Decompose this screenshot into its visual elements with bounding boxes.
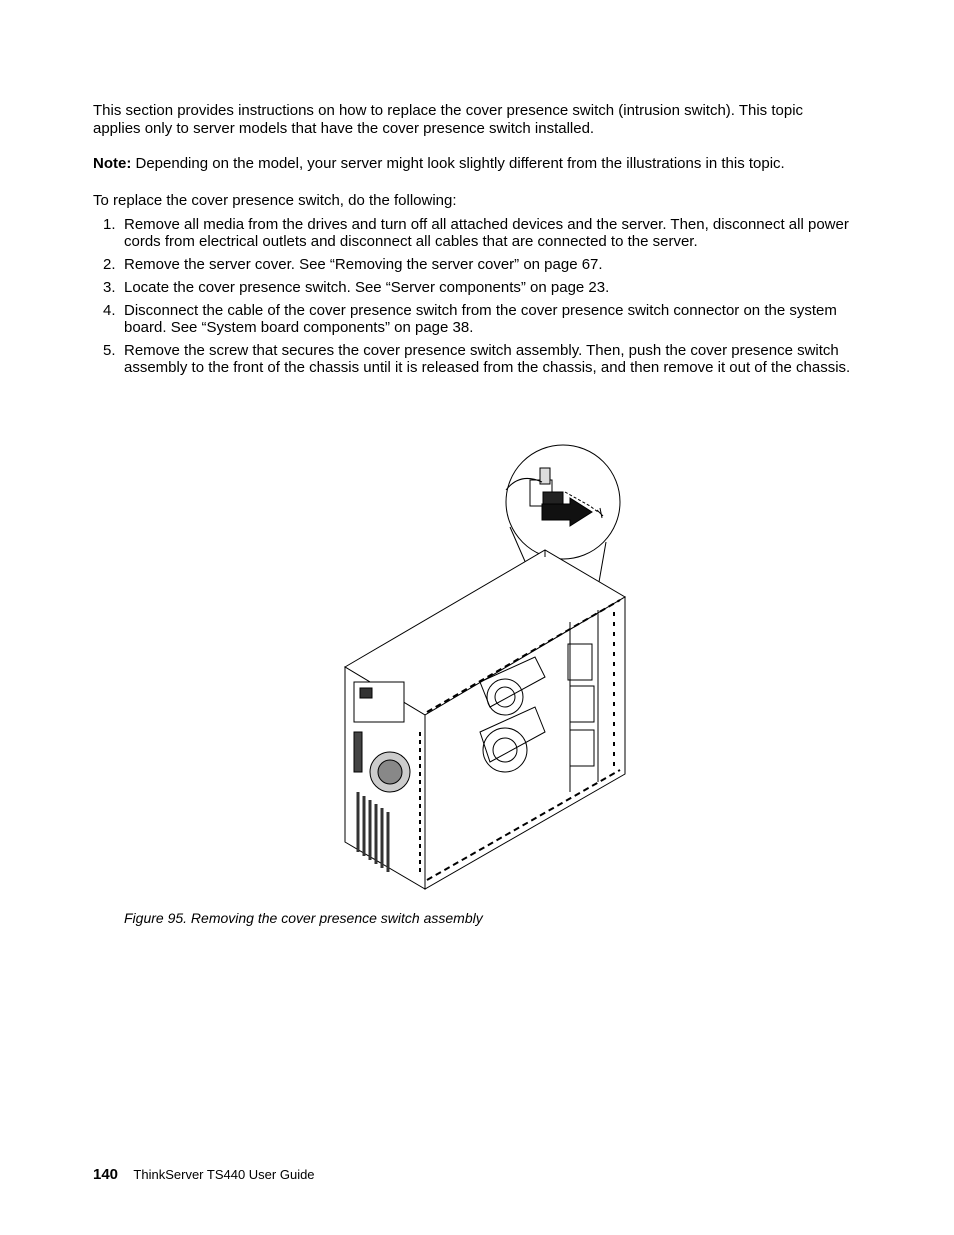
step-item	[0, 279, 860, 296]
step-number: 1.	[103, 216, 116, 233]
step-text: Disconnect the cable of the cover presence switch from the cover presence switch connector on the system board. See “System board components” on page 38.	[124, 302, 837, 336]
procedure-lead: To replace the cover presence switch, do the following:	[93, 192, 457, 209]
page-number: 140	[93, 1166, 119, 1183]
step-item	[0, 302, 860, 336]
intro-paragraph: This section provides instructions on how to replace the cover presence switch (intrusion switch). This topic applies only to server models that have the cover presence switch installed.	[93, 102, 804, 137]
step-text: Locate the cover presence switch. See “Server components” on page 23.	[124, 279, 610, 296]
procedure-steps	[0, 216, 860, 382]
step-item	[0, 256, 860, 273]
figure-caption: Figure 95. Removing the cover presence switch assembly	[124, 910, 483, 926]
page-footer	[93, 1166, 315, 1183]
step-item	[0, 342, 860, 376]
step-text: Remove the screw that secures the cover presence switch assembly. Then, push the cover presence switch assembly to the front of the chassis until it is released from the chassis, and then remove it out of the chassis.	[124, 342, 851, 376]
server-chassis-illustration	[330, 432, 630, 892]
step-number: 4.	[103, 302, 116, 319]
step-number: 5.	[103, 342, 116, 359]
step-number: 2.	[103, 256, 116, 273]
step-item	[0, 216, 860, 250]
step-text: Remove all media from the drives and turn off all attached devices and the server. Then, disconnect all power cords from electrical outlets and disconnect all cables that are connected to the server.	[124, 216, 849, 250]
step-text: Remove the server cover. See “Removing the server cover” on page 67.	[124, 256, 603, 273]
document-title: ThinkServer TS440 User Guide	[133, 1167, 315, 1182]
step-number: 3.	[103, 279, 116, 296]
note-label: Note:	[93, 155, 132, 172]
note-text: Depending on the model, your server might look slightly different from the illustrations in this topic.	[135, 155, 785, 172]
note-paragraph	[93, 155, 853, 173]
